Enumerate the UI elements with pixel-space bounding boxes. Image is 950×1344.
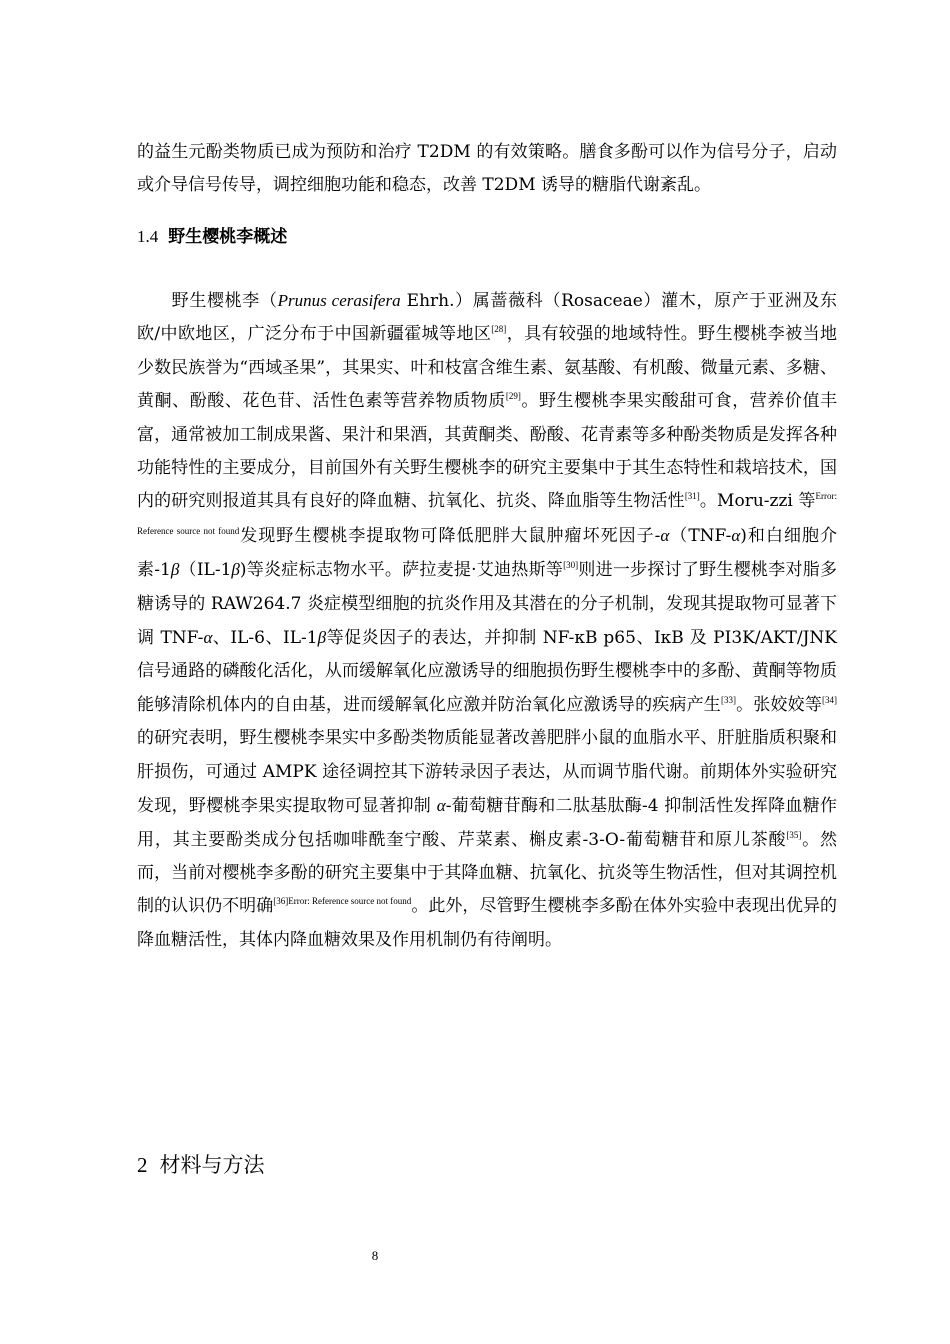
text-run: -葡萄糖苷酶和二肽基肽酶-4 抑制活性发挥降血糖作用，其主要酚类成分包括咖啡酰奎宁酸、芹菜素、槲皮素-3-O-葡萄糖苷和原儿茶酸	[137, 796, 837, 850]
text-run: )和白细胞介素-1	[137, 525, 837, 581]
text-run: 的研究表明，野生樱桃李果实中多酚类物质能显著改善肥胖小鼠的血脂水平、肝脏脂质积聚和肝损伤，可通过 AMPK 途径调控其下游转录因子表达，从而调节脂代谢。前期体外实验研究发现，野樱桃李果实提取物可显著抑制	[137, 728, 837, 817]
greek-symbol: β	[317, 628, 327, 648]
citation: [31]	[684, 491, 700, 502]
reference-error: Error: Reference source not found	[288, 896, 412, 907]
text-run: （IL-1	[179, 560, 232, 581]
text-run: )等炎症标志物水平。萨拉麦提·艾迪热斯等	[239, 560, 564, 581]
section-number: 2	[137, 1153, 148, 1177]
text-run: 、IL-6、IL-1	[212, 628, 318, 649]
citation: [28]	[491, 324, 507, 335]
section-number: 1.4	[137, 227, 159, 246]
section-heading-1-4	[137, 222, 287, 252]
text-run: 等促炎因子的表达，并抑制 NF-κB p65、IκB 及 PI3K/AKT/JNK 信号通路的磷酸化活化，从而缓解氧化应激诱导的细胞损伤野生樱桃李中的多酚、黄酮等物质能够清除机体内的自由基，进而缓解氧化应激并防治氧化应激诱导的疾病产生	[137, 628, 837, 715]
citation: [29]	[505, 391, 521, 402]
citation: [36]	[273, 896, 289, 907]
text-run: 。野生樱桃李果实酸甜可食，营养价值丰富，通常被加工制成果酱、果汁和果酒，其黄酮类、酚酸、花青素等多种酚类物质是发挥各种功能特性的主要成分，目前国外有关野生樱桃李的研究主要集中于其生态特性和栽培技术，国内的研究则报道其具有良好的降血糖、抗氧化、抗炎、降血脂等生物活性	[137, 391, 838, 512]
text-run: 则进一步探讨了野生樱桃李对脂多糖诱导的 RAW264.7 炎症模型细胞的抗炎作用及其潜在的分子机制，发现其提取物可显著下调 TNF-	[137, 560, 837, 649]
section-heading-2	[137, 1148, 265, 1182]
text-run: Ehrh.）属蔷薇科（Rosaceae）灌木，原产于亚洲及东欧/中欧地区，广泛分布于中国新疆霍城等地区	[137, 291, 838, 345]
greek-symbol: β	[170, 560, 180, 580]
page-number: 8	[371, 1248, 379, 1263]
text-run: 。此外，尽管野生樱桃李多酚在体外实验中表现出优异的降血糖活性，其体内降血糖效果及作用机制仍有待阐明。	[137, 896, 838, 950]
citation: [30]	[563, 560, 579, 571]
greek-symbol: α	[436, 796, 446, 816]
section-title: 野生樱桃李概述	[168, 227, 288, 247]
text-run: （TNF-	[669, 525, 732, 546]
text-run: 。然而，当前对樱桃李多酚的研究主要集中于其降血糖、抗氧化、抗炎等生物活性，但对其调控机制的认识仍不明确	[137, 829, 838, 917]
citation: [35]	[786, 829, 802, 840]
citation: [33]	[720, 694, 736, 705]
reference-error: Error: Reference source not found	[137, 491, 838, 536]
citation: [34]	[822, 694, 838, 705]
body-paragraph	[137, 284, 837, 957]
intro-paragraph: 的益生元酚类物质已成为预防和治疗 T2DM 的有效策略。膳食多酚可以作为信号分子，启动或介导信号传导，调控细胞功能和稳态，改善 T2DM 诱导的糖脂代谢紊乱。	[137, 142, 837, 195]
text-run: ，具有较强的地域特性。野生樱桃李被当地少数民族誉为“西域圣果”，其果实、叶和枝富含维生素、氨基酸、有机酸、微量元素、多糖、黄酮、酚酸、花色苷、活性色素等营养物质物质	[137, 324, 838, 412]
section-title: 材料与方法	[159, 1153, 265, 1177]
text-run: 发现野生樱桃李提取物可降低肥胖大鼠肿瘤坏死因子-	[239, 525, 661, 546]
greek-symbol: α	[660, 525, 670, 545]
text-run: 。张姣姣等	[735, 694, 823, 715]
text-run: 野生樱桃李（	[171, 291, 278, 311]
greek-symbol: α	[203, 628, 213, 648]
latin-species-name: Prunus cerasifera	[277, 291, 401, 310]
greek-symbol: α	[731, 525, 741, 545]
greek-symbol: β	[231, 560, 240, 580]
text-run: 。Moru-zzi 等	[699, 491, 816, 512]
